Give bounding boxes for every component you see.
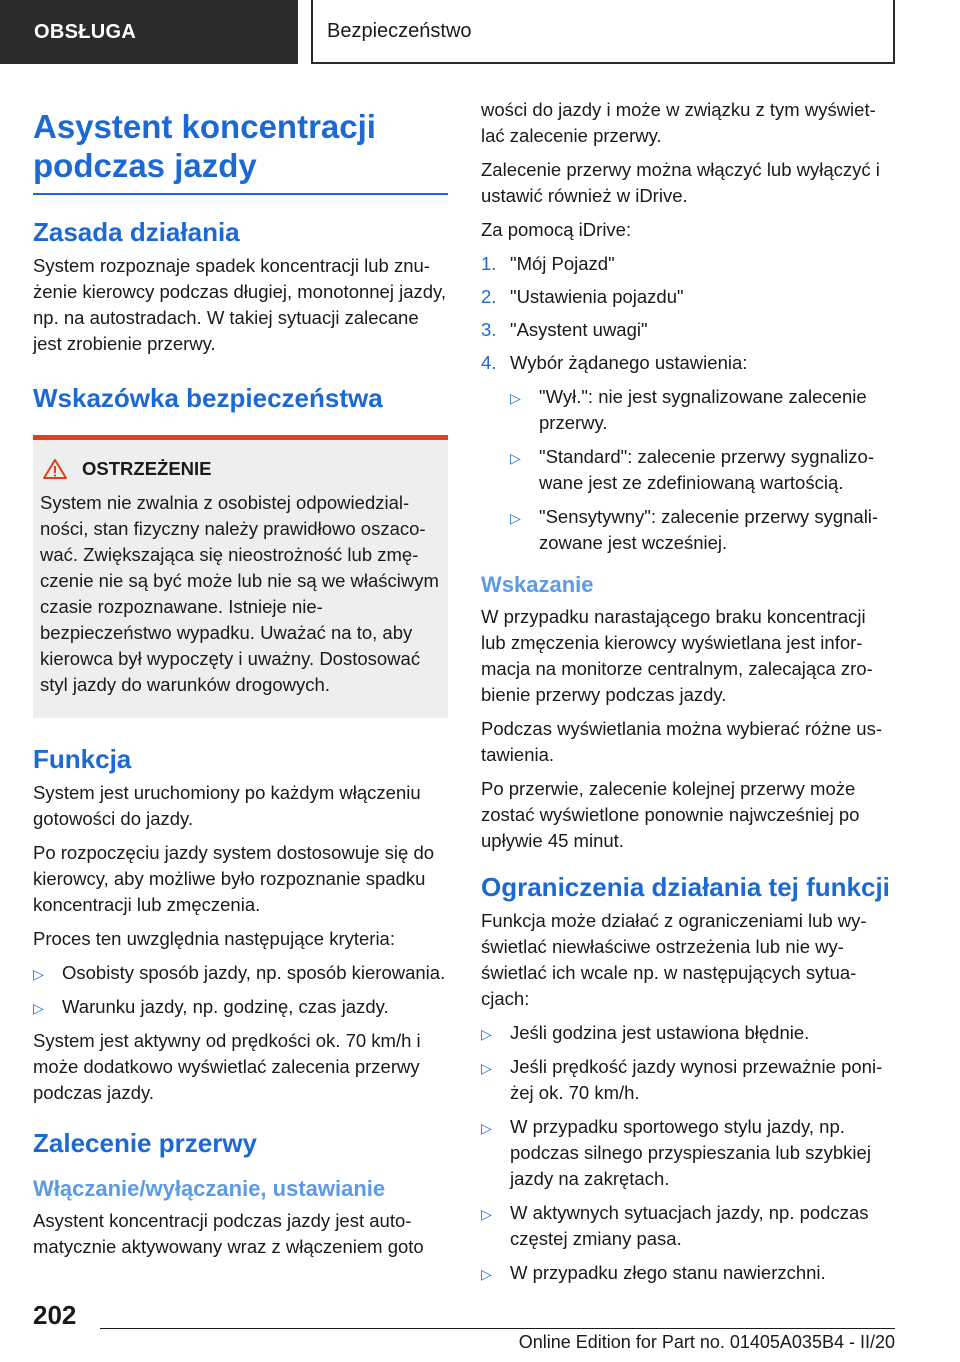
limits-heading: Ograniczenia działania tej funkcji (481, 872, 890, 902)
title-line-1: Asystent koncentracji (33, 108, 376, 145)
indication-paragraph-1: W przypadku narastającego braku koncentracji lub zmęczenia kierowcy wyświetlana jest informacja na monitorze centralnym, zalecająca zrobienie przerwy podczas jazdy. (481, 606, 873, 705)
step-text: "Mój Pojazd" (510, 253, 615, 274)
function-heading: Funkcja (33, 744, 132, 774)
step-item (481, 350, 893, 556)
warning-triangle-icon (42, 458, 68, 480)
limits-text: Funkcja może działać z ograniczeniami lub wyświetlać niewłaściwe ostrzeżenia lub nie wyświetlać ich wcale np. w następujących sytuacjach: (481, 910, 867, 1009)
function-paragraph-2: Po rozpoczęciu jazdy system dostosowuje się do kierowcy, aby możliwe było rozpoznanie spadku koncentracji lub zmęczenia. (33, 842, 435, 915)
triangle-bullet-icon: ▷ (33, 1000, 44, 1016)
list-item (481, 1020, 893, 1046)
step-item (481, 284, 893, 310)
step-text: "Asystent uwagi" (510, 319, 648, 340)
step-item (481, 317, 893, 343)
chapter-box (311, 0, 895, 64)
indication-heading: Wskazanie (481, 572, 594, 597)
footer-divider (100, 1328, 895, 1329)
step-number: 2. (481, 286, 497, 307)
list-item (33, 994, 448, 1020)
left-column (33, 95, 448, 1268)
title-line-2: podczas jazdy (33, 147, 257, 184)
step-text: Wybór żądanego ustawienia: (510, 352, 748, 373)
list-item-text: "Sensytywny": zalecenie przerwy sygnalizowane jest wcześniej. (539, 506, 879, 553)
criteria-list (33, 960, 448, 1020)
warning-title: OSTRZEŻENIE (82, 458, 212, 479)
indication-paragraph-3: Po przerwie, zalecenie kolejnej przerwy może zostać wyświetlone ponownie najwcześniej po upływie 45 minut. (481, 778, 860, 851)
warning-title-row (40, 458, 440, 480)
onoff-heading: Włączanie/wyłączanie, ustawianie (33, 1176, 386, 1201)
safety-heading: Wskazówka bezpieczeństwa (33, 383, 383, 413)
options-list (510, 384, 893, 556)
indication-paragraph-2: Podczas wyświetlania można wybierać różne ustawienia. (481, 718, 883, 765)
triangle-bullet-icon: ▷ (481, 1266, 492, 1282)
step-number: 1. (481, 253, 497, 274)
list-item (481, 1260, 893, 1286)
list-item (33, 960, 448, 986)
edition-text: Online Edition for Part no. 01405A035B4 - II/20 (518, 1332, 895, 1352)
section-label: OBSŁUGA (34, 20, 137, 43)
steps-list (481, 251, 893, 556)
list-item-text: W przypadku złego stanu nawierzchni. (510, 1262, 826, 1283)
step-text: "Ustawienia pojazdu" (510, 286, 684, 307)
page-title (33, 107, 448, 195)
triangle-bullet-icon: ▷ (510, 450, 521, 466)
triangle-bullet-icon: ▷ (510, 390, 521, 406)
onoff-text: Asystent koncentracji podczas jazdy jest automatycznie aktywowany wraz z włączeniem goto (33, 1210, 424, 1257)
triangle-bullet-icon: ▷ (481, 1060, 492, 1076)
triangle-bullet-icon: ▷ (510, 510, 521, 526)
triangle-bullet-icon: ▷ (33, 966, 44, 982)
right-column (481, 97, 893, 1294)
function-paragraph-4: System jest aktywny od prędkości ok. 70 km/h i może dodatkowo wyświetlać zalecenia przerwy podczas jazdy. (33, 1030, 421, 1103)
break-heading: Zalecenie przerwy (33, 1128, 257, 1158)
list-item-text: "Standard": zalecenie przerwy sygnalizowane jest ze zdefiniowaną wartością. (539, 446, 874, 493)
principle-heading: Zasada działania (33, 217, 240, 247)
list-item-text: "Wył.": nie jest sygnalizowane zalecenie przerwy. (539, 386, 867, 433)
list-item-text: Jeśli prędkość jazdy wynosi przeważnie poniżej ok. 70 km/h. (510, 1056, 883, 1103)
chapter-label: Bezpieczeństwo (327, 19, 472, 42)
continued-text: wości do jazdy i może w związku z tym wyświetlać zalecenie przerwy. (481, 99, 876, 146)
triangle-bullet-icon: ▷ (481, 1120, 492, 1136)
list-item-text: Jeśli godzina jest ustawiona błędnie. (510, 1022, 810, 1043)
warning-text: System nie zwalnia z osobistej odpowiedzialności, stan fizyczny należy prawidłowo oszacować. Zwiększająca się nieostrożność lub zmęczenie nie są być może lub nie są we właściwym czasie rozpoznawane. Istnieje niebezpieczeństwo wypadku. Uważać na to, aby kierowca był wypoczęty i uważny. Dostosować styl jazdy do warunków drogowych. (40, 492, 439, 695)
step-item (481, 251, 893, 277)
list-item-text: W aktywnych sytuacjach jazdy, np. podczas częstej zmiany pasa. (510, 1202, 869, 1249)
section-tab (0, 0, 298, 64)
idrive-intro: Za pomocą iDrive: (481, 219, 632, 240)
idrive-paragraph: Zalecenie przerwy można włączyć lub wyłączyć i ustawić również w iDrive. (481, 159, 880, 206)
warning-box (33, 435, 448, 718)
list-item-text: Warunku jazdy, np. godzinę, czas jazdy. (62, 996, 389, 1017)
limits-list (481, 1020, 893, 1286)
list-item-text: Osobisty sposób jazdy, np. sposób kierowania. (62, 962, 446, 983)
list-item (481, 1054, 893, 1106)
function-paragraph-1: System jest uruchomiony po każdym włączeniu gotowości do jazdy. (33, 782, 421, 829)
list-item (510, 444, 893, 496)
triangle-bullet-icon: ▷ (481, 1206, 492, 1222)
list-item (510, 504, 893, 556)
list-item (510, 384, 893, 436)
step-number: 3. (481, 319, 497, 340)
list-item (481, 1114, 893, 1192)
list-item (481, 1200, 893, 1252)
page-number: 202 (33, 1300, 77, 1330)
triangle-bullet-icon: ▷ (481, 1026, 492, 1042)
principle-text: System rozpoznaje spadek koncentracji lub znużenie kierowcy podczas długiej, monotonnej jazdy, np. na autostradach. W takiej sytuacji zalecane jest zrobienie przerwy. (33, 255, 447, 354)
function-paragraph-3: Proces ten uwzględnia następujące kryteria: (33, 928, 395, 949)
step-number: 4. (481, 352, 497, 373)
list-item-text: W przypadku sportowego stylu jazdy, np. podczas silnego przyspieszania lub szybkiej jazdy na zakrętach. (510, 1116, 871, 1189)
